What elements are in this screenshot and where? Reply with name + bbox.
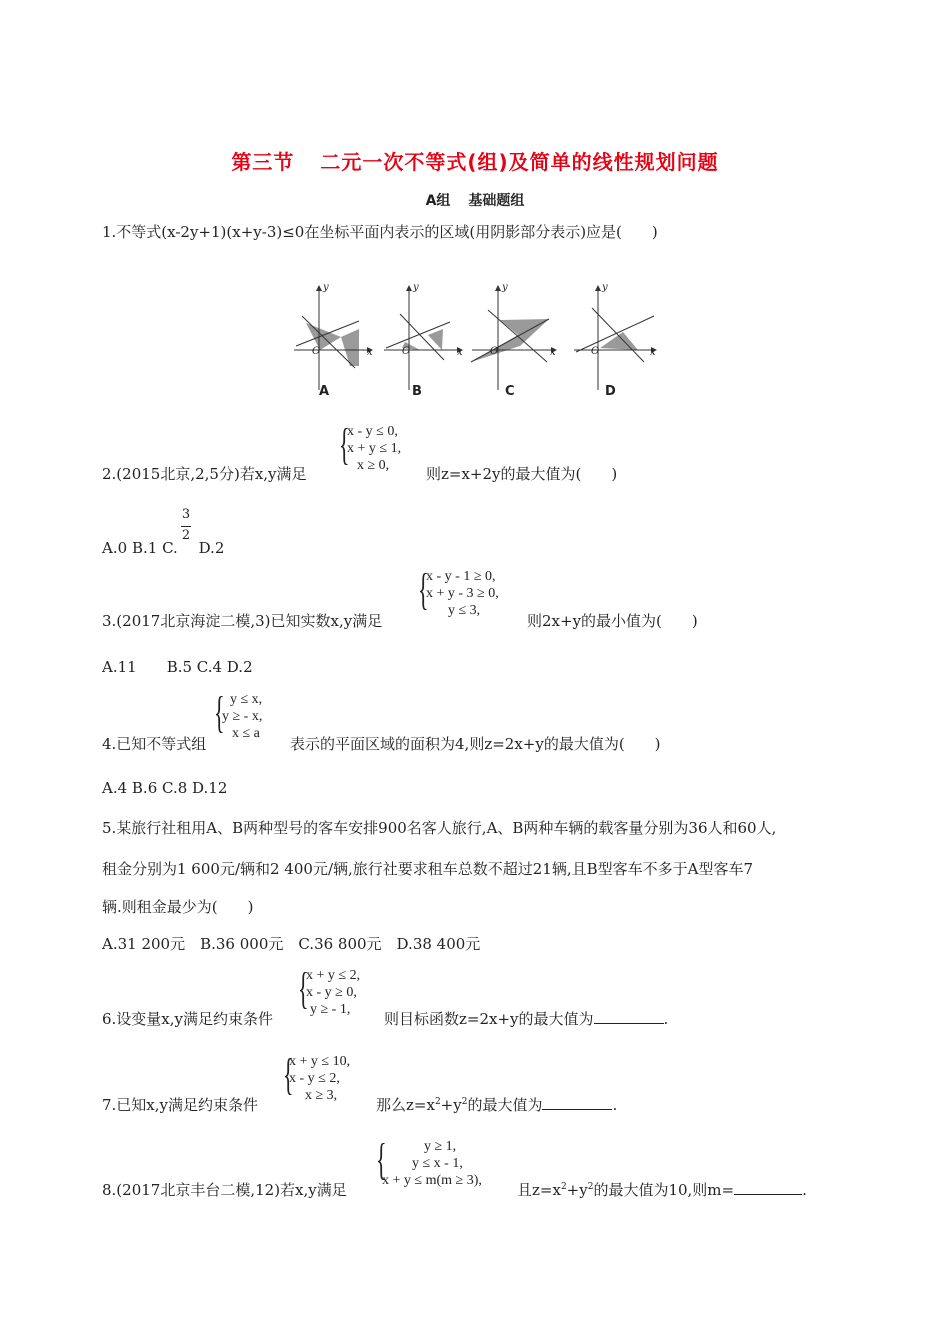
figure-b-y-label: y [413, 282, 419, 293]
figure-d [574, 286, 656, 390]
question-8-prefix: 8.(2017北京丰台二模,12)若x,y满足 [102, 1181, 347, 1199]
q6-constraint-1: x + y ≤ 2, [306, 968, 361, 983]
q2-constraint-3: x ≥ 0, [357, 458, 390, 473]
question-6-suffix [384, 1008, 668, 1029]
q8-suffix-c: 的最大值为10,则m= [593, 1181, 735, 1199]
question-6-system [298, 964, 388, 1023]
figure-a-origin: O [312, 346, 321, 357]
figure-b-x-label: x [457, 347, 463, 358]
question-3-suffix: 则2x+y的最小值为( ) [527, 612, 698, 630]
figure-d-origin: O [591, 346, 600, 357]
q1-figures [0, 0, 950, 420]
question-6-prefix: 6.设变量x,y满足约束条件 [102, 1010, 274, 1028]
figure-a-y-label: y [323, 282, 329, 293]
figure-a [294, 286, 372, 390]
question-2-options [102, 539, 224, 557]
question-2-suffix: 则z=x+2y的最大值为( ) [426, 465, 618, 483]
figure-c [471, 286, 556, 390]
figure-c-x-label: x [550, 347, 556, 358]
figure-b-label: B [412, 384, 422, 399]
brace-icon: { [298, 964, 309, 1013]
figure-b-shade [428, 329, 443, 350]
question-2-system [339, 420, 429, 479]
figure-d-y-label: y [602, 282, 608, 293]
q7-suffix-b: +y [440, 1096, 462, 1114]
q7-constraint-1: x + y ≤ 10, [289, 1054, 351, 1069]
q8-suffix-a: 且z=x [517, 1181, 561, 1199]
q6-end: . [663, 1010, 669, 1028]
question-1: 1.不等式(x-2y+1)(x+y-3)≤0在坐标平面内表示的区域(用阴影部分表示)应是( ) [102, 223, 658, 241]
q8-suffix-b: +y [566, 1181, 588, 1199]
q6-answer-blank[interactable] [594, 1009, 664, 1024]
group-name: 基础题组 [468, 193, 525, 209]
question-3-options: A.11 B.5 C.4 D.2 [102, 658, 253, 676]
figure-c-origin: O [490, 346, 499, 357]
q7-end: . [612, 1096, 618, 1114]
group-label: A组 [425, 193, 451, 209]
q7-suffix-a: 那么z=x [376, 1096, 435, 1114]
figure-a-shade-2 [341, 329, 359, 366]
q2-frac-bar [181, 526, 191, 527]
question-5-line-3: 辆.则租金最少为( ) [102, 898, 254, 916]
q6-constraint-3: y ≥ - 1, [310, 1002, 351, 1017]
brace-icon: { [214, 688, 225, 737]
figure-d-label: D [605, 384, 616, 399]
q2-constraint-1: x - y ≤ 0, [347, 424, 398, 439]
brace-icon: { [339, 420, 350, 469]
question-8-suffix [517, 1179, 807, 1200]
q2-option-a: A.0 [102, 539, 128, 557]
q7-constraint-3: x ≥ 3, [305, 1088, 338, 1103]
figure-a-label: A [319, 384, 330, 399]
question-2-prefix: 2.(2015北京,2,5分)若x,y满足 [102, 465, 307, 483]
question-7-suffix [376, 1094, 617, 1115]
q2-frac-denominator: 2 [181, 528, 191, 543]
figure-b-origin: O [402, 346, 411, 357]
question-5-line-2: 租金分别为1 600元/辆和2 400元/辆,旅行社要求租车总数不超过21辆,且B型客车不多于A型客车7 [102, 860, 754, 878]
q7-sup-1: 2 [434, 1097, 441, 1107]
figure-d-shade [600, 332, 638, 350]
question-5-options: A.31 200元 B.36 000元 C.36 800元 D.38 400元 [102, 935, 481, 953]
q2-option-d: D.2 [198, 539, 225, 557]
q8-constraint-2: y ≤ x - 1, [412, 1156, 463, 1171]
figure-c-label: C [505, 384, 515, 399]
q8-sup-1: 2 [560, 1182, 567, 1192]
figure-b [384, 286, 462, 390]
q8-sup-2: 2 [587, 1182, 594, 1192]
brace-icon: { [376, 1135, 387, 1184]
question-3-prefix: 3.(2017北京海淀二模,3)已知实数x,y满足 [102, 612, 383, 630]
q4-constraint-3: x ≤ a [232, 726, 260, 741]
q7-constraint-2: x - y ≤ 2, [289, 1071, 340, 1086]
q2-option-c: C. [162, 539, 178, 557]
question-4-options: A.4 B.6 C.8 D.12 [102, 779, 228, 797]
brace-icon: { [418, 565, 429, 614]
brace-icon: { [283, 1050, 294, 1099]
q7-answer-blank[interactable] [542, 1095, 612, 1110]
q7-suffix-c: 的最大值为 [467, 1096, 543, 1114]
q4-constraint-2: y ≥ - x, [222, 709, 263, 724]
q3-constraint-2: x + y - 3 ≥ 0, [426, 586, 499, 601]
question-3-system [418, 565, 528, 624]
q2-frac-numerator: 3 [181, 507, 191, 522]
section-name: 二元一次不等式(组)及简单的线性规划问题 [320, 150, 719, 174]
figure-d-x-label: x [650, 347, 656, 358]
question-4-prefix: 4.已知不等式组 [102, 735, 207, 753]
section-number: 第三节 [231, 150, 295, 174]
question-8-system [376, 1135, 516, 1194]
question-7-prefix: 7.已知x,y满足约束条件 [102, 1096, 259, 1114]
figure-a-x-label: x [367, 347, 373, 358]
question-7-system [283, 1050, 378, 1109]
question-4-suffix: 表示的平面区域的面积为4,则z=2x+y的最大值为( ) [290, 735, 661, 753]
q2-option-b: B.1 [131, 539, 158, 557]
q3-constraint-1: x - y - 1 ≥ 0, [426, 569, 496, 584]
q6-constraint-2: x - y ≥ 0, [306, 985, 357, 1000]
q8-answer-blank[interactable] [734, 1180, 802, 1195]
q8-end: . [802, 1181, 807, 1199]
question-4-system [214, 688, 294, 747]
q8-constraint-3: x + y ≤ m(m ≥ 3), [382, 1173, 482, 1188]
q6-suffix-text: 则目标函数z=2x+y的最大值为 [384, 1010, 594, 1028]
q8-constraint-1: y ≥ 1, [424, 1139, 457, 1154]
q3-constraint-3: y ≤ 3, [448, 603, 481, 618]
q2-constraint-2: x + y ≤ 1, [347, 441, 402, 456]
figure-c-y-label: y [502, 282, 508, 293]
question-5-line-1: 5.某旅行社租用A、B两种型号的客车安排900名客人旅行,A、B两种车辆的载客量分别为36人和60人, [102, 819, 777, 837]
q4-constraint-1: y ≤ x, [230, 692, 263, 707]
q7-sup-2: 2 [461, 1097, 468, 1107]
